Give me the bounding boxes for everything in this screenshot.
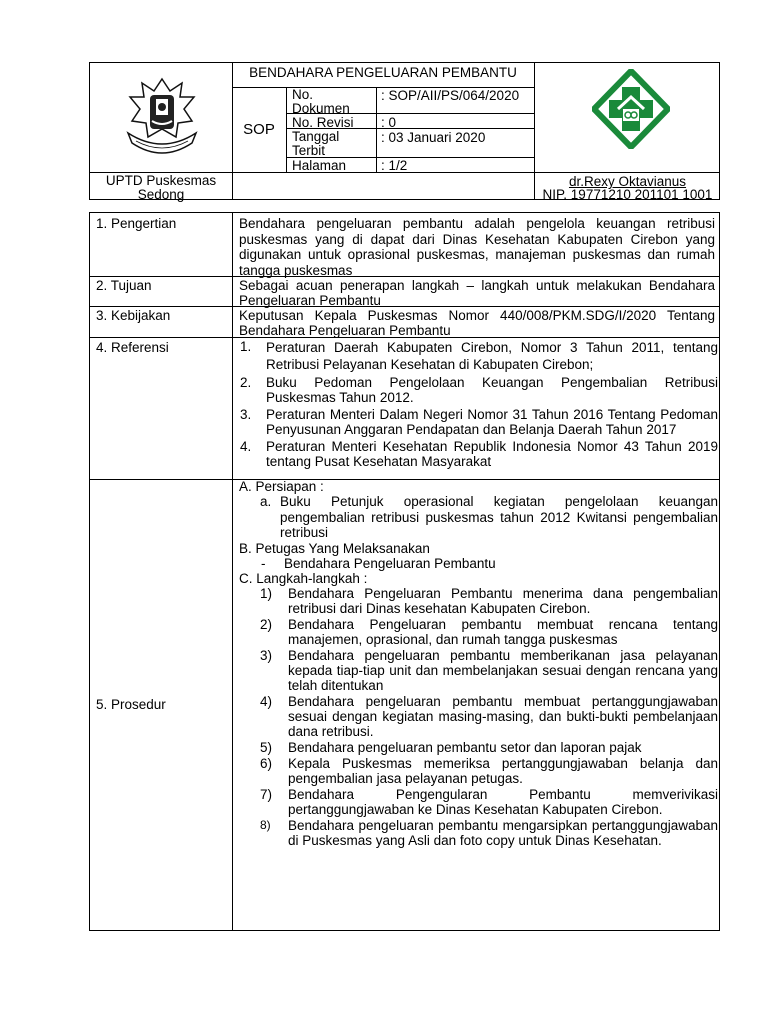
list-text: Bendahara pengeluaran pembantu memberikanan jasa pelayanan kepada tiap-tiap unit dan membelanjakan sesuai dengan rencana yang telah ditentukan: [288, 647, 718, 693]
list-number: 3.: [240, 407, 252, 422]
header-divider: [286, 87, 287, 172]
document-title: BENDAHARA PENGELUARAN PEMBANTU: [249, 65, 517, 80]
pengertian-text: Bendahara pengeluaran pembantu adalah pengelola keuangan retribusi puskesmas yang di dapat dari Dinas Kesehatan Kabupaten Cirebon yang digunakan untuk oprasional puskesmas, manajeman puskesmas dan rumah tangga puskesmas: [239, 216, 715, 278]
list-item: [260, 617, 718, 647]
list-number: 1): [260, 585, 273, 601]
list-text: Peraturan Daerah Kabupaten Cirebon, Nomor 3 Tahun 2011, tentang Retribusi Pelayanan Kesehatan di Kabupaten Cirebon;: [266, 340, 718, 372]
kebijakan-text: Keputusan Kepala Puskesmas Nomor 440/008/PKM.SDG/I/2020 Tentang Bendahara Pengeluaran Pembantu: [239, 308, 715, 338]
revision-value: : 0: [381, 115, 397, 130]
list-item: [236, 494, 718, 541]
list-text: Bendahara Pengeluaran Pembantu: [284, 555, 496, 571]
list-item: [260, 648, 718, 693]
list-text: Buku Pedoman Pengelolaan Keuangan Pengembalian Retribusi Puskesmas Tahun 2012.: [266, 375, 718, 405]
list-number: 3): [260, 647, 273, 663]
persiapan-title: A. Persiapan :: [239, 479, 324, 494]
signer-name: dr.Rexy Oktavianus: [568, 174, 687, 189]
referensi-label: 4. Referensi: [96, 340, 169, 355]
page-label: Halaman: [292, 158, 347, 173]
list-number: 5): [260, 739, 273, 755]
pengertian-label: 1. Pengertian: [96, 216, 177, 231]
prosedur-content: [236, 479, 718, 848]
content-table: [89, 212, 720, 931]
list-item: [236, 556, 718, 571]
list-number: 7): [260, 786, 273, 802]
list-item: [260, 818, 718, 848]
header-divider: [376, 87, 377, 172]
referensi-list: [240, 339, 718, 469]
list-number: a.: [260, 494, 272, 509]
list-item: [260, 740, 718, 755]
list-dash: -: [261, 555, 266, 571]
revision-label: No. Revisi: [292, 115, 354, 130]
kebijakan-label: 3. Kebijakan: [96, 308, 171, 323]
list-number: 2): [260, 616, 273, 632]
tujuan-text: Sebagai acuan penerapan langkah – langkah untuk melakukan Bendahara Pengeluaran Pembantu: [239, 278, 715, 308]
list-item: [260, 787, 718, 817]
list-text: Bendahara pengeluaran pembantu mengarsipkan pertanggungjawaban di Puskesmas yang Asli dan foto copy untuk Dinas Kesehatan.: [288, 817, 718, 848]
list-text: Bendahara pengeluaran pembantu membuat pertanggungjawaban sesuai dengan kegiatan masing-masing, dan bukti-bukti pembelanjaan dana retribusi.: [288, 693, 718, 739]
organization-name: UPTD Puskesmas Sedong: [105, 173, 217, 202]
list-item: [260, 756, 718, 786]
doc-number-label: No. Dokumen: [292, 87, 350, 116]
list-text: Bendahara Pengeluaran pembantu membuat rencana tentang manajemen, oprasional, dan rumah tangga puskesmas: [288, 616, 718, 647]
issue-date-label: Tanggal Terbit: [292, 129, 340, 158]
list-number: 2.: [240, 375, 252, 390]
steps-list: [236, 586, 718, 848]
list-item: [240, 375, 718, 405]
list-text: Bendahara pengeluaran pembantu setor dan laporan pajak: [288, 739, 642, 755]
header-divider: [534, 63, 535, 200]
sop-label: SOP: [243, 121, 275, 138]
list-number: 4.: [240, 439, 252, 454]
list-item: [240, 407, 718, 437]
list-number: 4): [260, 693, 273, 709]
page-value: : 1/2: [381, 158, 408, 173]
signer-nip: NIP. 19771210 201101 1001: [542, 187, 713, 202]
list-number: 8): [260, 817, 271, 832]
list-item: [240, 439, 718, 469]
list-number: 1.: [240, 339, 252, 354]
kabupaten-cirebon-emblem-icon: [120, 73, 204, 161]
puskesmas-logo-icon: [592, 69, 670, 149]
langkah-title: C. Langkah-langkah :: [239, 570, 368, 586]
petugas-title: B. Petugas Yang Melaksanakan: [239, 540, 430, 556]
list-item: [260, 586, 718, 616]
list-text: Buku Petunjuk operasional kegiatan pengelolaan keuangan pengembalian retribusi puskesmas tahun 2012 Kwitansi pengembalian retribusi: [280, 494, 718, 540]
list-text: Bendahara Pengeluaran Pembantu menerima dana pengembalian retribusi dari Dinas kesehatan Kabupaten Cirebon.: [288, 585, 718, 616]
list-text: Kepala Puskesmas memeriksa pertanggungjawaban belanja dan pengembalian jasa pelayanan petugas.: [288, 755, 718, 786]
list-text: Peraturan Menteri Kesehatan Republik Indonesia Nomor 43 Tahun 2019 tentang Pusat Kesehatan Masyarakat: [266, 439, 718, 469]
list-text: Bendahara Pengengularan Pembantu memverivikasi pertanggungjawaban ke Dinas Kesehatan Kabupaten Cirebon.: [288, 786, 718, 817]
list-item: [260, 694, 718, 739]
doc-number-value: : SOP/AII/PS/064/2020: [381, 88, 520, 103]
header-table: [89, 62, 720, 200]
list-item: [240, 339, 718, 373]
tujuan-label: 2. Tujuan: [96, 278, 152, 293]
issue-date-value: : 03 Januari 2020: [381, 130, 486, 145]
content-divider: [232, 213, 233, 931]
list-number: 6): [260, 755, 273, 771]
list-text: Peraturan Menteri Dalam Negeri Nomor 31 Tahun 2016 Tentang Pedoman Penyusunan Anggaran Pendapatan dan Belanja Daerah Tahun 2017: [266, 407, 718, 437]
prosedur-label: 5. Prosedur: [96, 697, 166, 712]
